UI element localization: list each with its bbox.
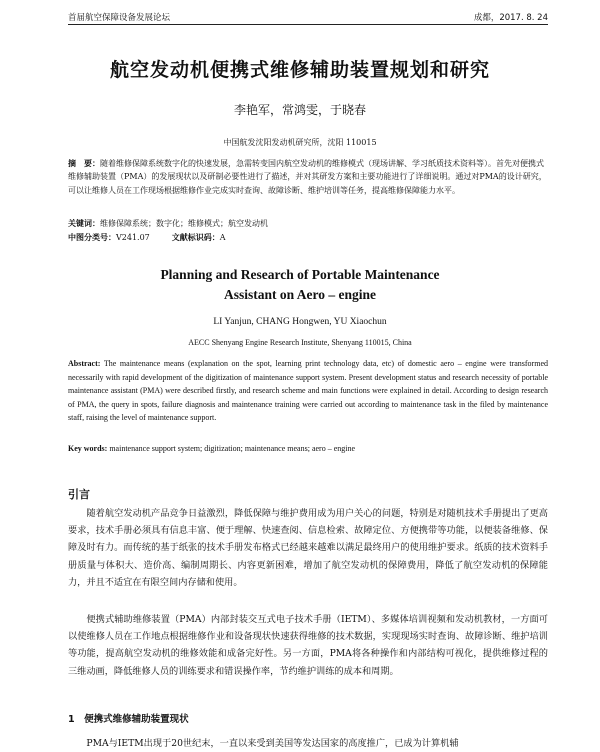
abstract-cn bbox=[68, 157, 548, 197]
abstract-cn-label: 摘 要： bbox=[68, 159, 100, 168]
affiliation-cn: 中国航发沈阳发动机研究所，沈阳 110015 bbox=[223, 138, 377, 147]
keywords-en bbox=[68, 444, 548, 453]
doc-code-label: 文献标识码： bbox=[171, 233, 220, 242]
abstract-en-label: Abstract: bbox=[68, 359, 101, 368]
keywords-en-text: maintenance support system; digitization; maintenance means; aero – engine bbox=[107, 444, 356, 453]
header-conference: 首届航空保障设备发展论坛 bbox=[68, 13, 171, 23]
clc-label: 中图分类号： bbox=[68, 233, 116, 242]
header-rule bbox=[68, 24, 548, 25]
abstract-en bbox=[68, 357, 548, 425]
body-paragraph-1: 随着航空发动机产品竞争日益激烈，降低保障与维护费用成为用户关心的问题，特别是对随机技术手册提出了更高要求，技术手册必须具有信息丰富、便于理解、快速查阅、信息检索、故障定位、方便携带等功能，以便装备维修、保障及时有力。而传统的基于纸张的技术手册发布格式已经越来越难以满足最终用户的使用维护要求。纸质的技术资料手册质量与体积大、造价高、编制周期长、内容更新困难，增加了航空发动机的保障费用，降低了航空发动机的保障能力，并且不适宜在有限空间内存储和使用。 bbox=[68, 508, 548, 588]
abstract-en-text: The maintenance means (explanation on the spot, learning print technology data, etc) of domestic aero – engine were transformed necessarily with rapid development of the digitization of maintenance support system. Present development status and research necessity of portable maintenance assistant (PMA) were described firstly, and research scheme and main functions were explained in detail. According to design research of PMA, the query in spots, failure diagnosis and maintenance training were carried out according to maintenance task in the filed by maintenance staff, raising the level of maintenance support. bbox=[68, 359, 548, 422]
authors-en: LI Yanjun, CHANG Hongwen, YU Xiaochun bbox=[213, 317, 387, 327]
header-date: 成都，2017. 8. 24 bbox=[473, 13, 548, 23]
clc-value: V241.07 bbox=[116, 233, 150, 242]
title-en-line1: Planning and Research of Portable Maintenance bbox=[160, 267, 440, 282]
body-paragraph-2: 便携式辅助维修装置（PMA）内部封装交互式电子技术手册（IETM）、多媒体培训视频和发动机教材，一方面可以使维修人员在工作地点根据维修作业和设备现状快速获得维修的技术数据，实现现场实时查询、故障诊断、维护培训等功能，提高航空发动机的维修效能和成备完好性。另一方面，PMA将各种操作和内部结构可视化，提供维修过程的三维动画，降低维修人员的训练要求和错误操作率，节约维护训练的成本和周期。 bbox=[68, 614, 548, 677]
section-heading-intro: 引言 bbox=[68, 488, 90, 501]
keywords-en-label: Key words: bbox=[68, 444, 108, 453]
keywords-cn-label: 关键词： bbox=[68, 219, 100, 228]
abstract-cn-text: 随着维修保障系统数字化的快速发展，急需转变国内航空发动机的维修模式（现场讲解、学习纸质技术资料等）。首先对便携式维修辅助装置（PMA）的发展现状以及研制必要性进行了描述，并对其研发方案和主要功能进行了详细说明。通过对PMA的设计研究，可以让维修人员在工作现场根据维修作业完成实时查询、故障诊断、维护培训等任务，提高维修保障能力水平。 bbox=[68, 159, 547, 195]
body-paragraph-3: PMA与IETM出现于20世纪末，一直以来受到美国等发达国家的高度推广，已成为计算机辅 bbox=[86, 738, 459, 749]
running-header bbox=[68, 9, 548, 23]
classification-cn bbox=[68, 231, 548, 244]
doc-code-value: A bbox=[219, 233, 226, 242]
title-en bbox=[0, 265, 600, 305]
keywords-cn bbox=[68, 217, 548, 230]
keywords-cn-text: 维修保障系统；数字化；维修模式；航空发动机 bbox=[100, 219, 268, 228]
authors-cn: 李艳军，常鸿雯，于晓春 bbox=[233, 103, 366, 117]
affiliation-en: AECC Shenyang Engine Research Institute, Shenyang 110015, China bbox=[188, 338, 412, 347]
title-cn: 航空发动机便携式维修辅助装置规划和研究 bbox=[109, 59, 490, 81]
title-en-line2: Assistant on Aero – engine bbox=[223, 287, 376, 302]
section-heading-1: 1 便携式维修辅助装置现状 bbox=[68, 714, 189, 725]
